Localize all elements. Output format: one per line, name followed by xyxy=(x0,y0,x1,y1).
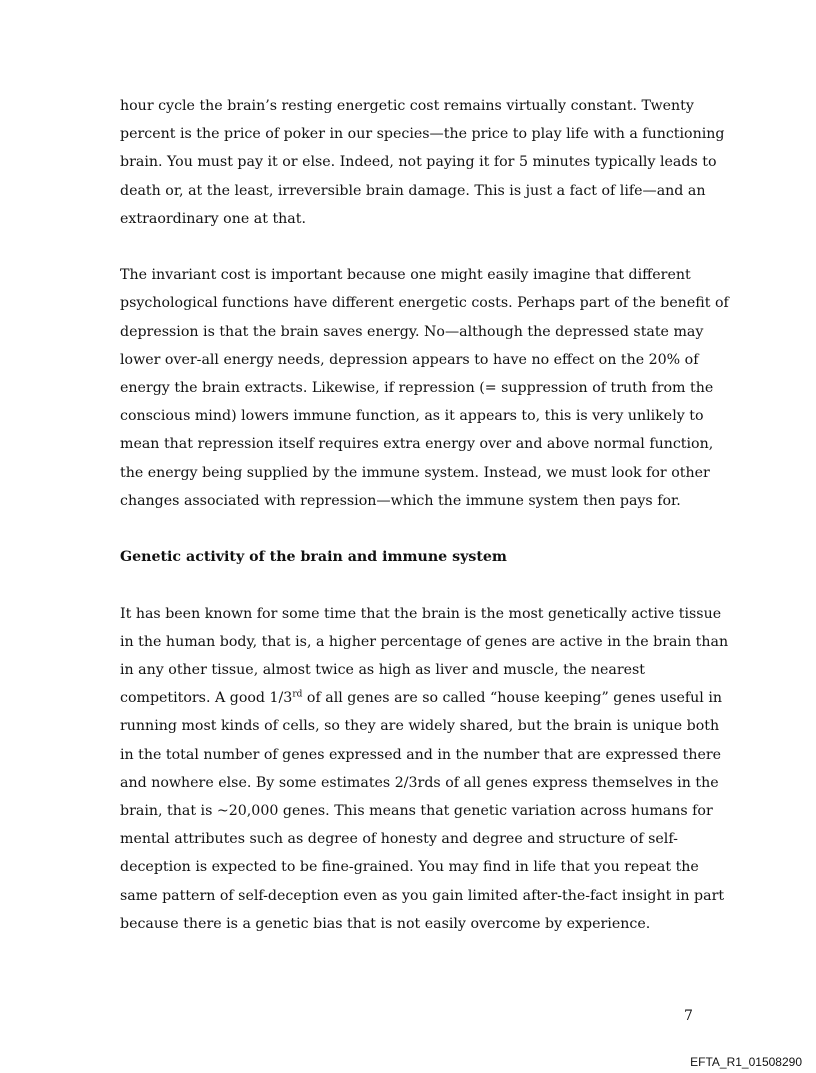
page-number: 7 xyxy=(684,1008,693,1024)
text-line: percent is the price of poker in our species—the price to play life with a functioning xyxy=(120,126,725,143)
paragraph-spacer xyxy=(120,571,700,599)
superscript-ordinal: rd xyxy=(292,689,303,700)
text-line: mental attributes such as degree of honesty and degree and structure of self- xyxy=(120,831,678,848)
text-segment: competitors. A good 1/3 xyxy=(120,690,293,707)
text-line: in the total number of genes expressed and in the number that are expressed there xyxy=(120,746,722,763)
text-line: energy the brain extracts. Likewise, if repression (= suppression of truth from the xyxy=(120,380,714,397)
paragraph-invariant-cost xyxy=(120,261,729,515)
text-line: brain. You must pay it or else. Indeed, not paying it for 5 minutes typically leads to xyxy=(120,154,717,171)
document-id: EFTA_R1_01508290 xyxy=(690,1055,802,1069)
text-line: depression is that the brain saves energy. No—although the depressed state may xyxy=(120,323,704,340)
paragraph-spacer xyxy=(120,233,700,261)
text-line: conscious mind) lowers immune function, as it appears to, this is very unlikely to xyxy=(120,408,704,425)
text-line: and nowhere else. By some estimates 2/3rds of all genes express themselves in the xyxy=(120,774,719,791)
text-line: It has been known for some time that the brain is the most genetically active tissue xyxy=(120,605,722,622)
text-line: extraordinary one at that. xyxy=(120,210,306,227)
paragraph-spacer xyxy=(120,515,700,543)
text-line: death or, at the least, irreversible brain damage. This is just a fact of life—and an xyxy=(120,182,706,199)
text-line: mean that repression itself requires extra energy over and above normal function, xyxy=(120,436,714,453)
text-line: in any other tissue, almost twice as high as liver and muscle, the nearest xyxy=(120,662,645,679)
text-line: lower over-all energy needs, depression appears to have no effect on the 20% of xyxy=(120,351,699,368)
text-line: brain, that is ~20,000 genes. This means that genetic variation across humans for xyxy=(120,803,713,820)
text-line: psychological functions have different energetic costs. Perhaps part of the benefit of xyxy=(120,295,729,312)
text-line: The invariant cost is important because one might easily imagine that different xyxy=(120,267,691,284)
text-line: running most kinds of cells, so they are widely shared, but the brain is unique both xyxy=(120,718,720,735)
text-segment: of all genes are so called “house keeping” genes useful in xyxy=(302,690,722,707)
page-body xyxy=(120,92,729,938)
text-line: deception is expected to be fine-grained. You may find in life that you repeat the xyxy=(120,859,699,876)
text-line: the energy being supplied by the immune system. Instead, we must look for other xyxy=(120,464,710,481)
text-line: hour cycle the brain’s resting energetic cost remains virtually constant. Twenty xyxy=(120,98,694,114)
text-line: changes associated with repression—which the immune system then pays for. xyxy=(120,492,681,509)
paragraph-energetic-cost xyxy=(120,92,725,233)
section-heading: Genetic activity of the brain and immune system xyxy=(120,549,507,566)
paragraph-genetic-activity xyxy=(120,600,729,938)
text-line-with-superscript xyxy=(120,684,722,712)
text-line: because there is a genetic bias that is not easily overcome by experience. xyxy=(120,915,651,932)
text-line: same pattern of self-deception even as you gain limited after-the-fact insight in part xyxy=(120,887,725,904)
text-line: in the human body, that is, a higher percentage of genes are active in the brain than xyxy=(120,633,729,650)
